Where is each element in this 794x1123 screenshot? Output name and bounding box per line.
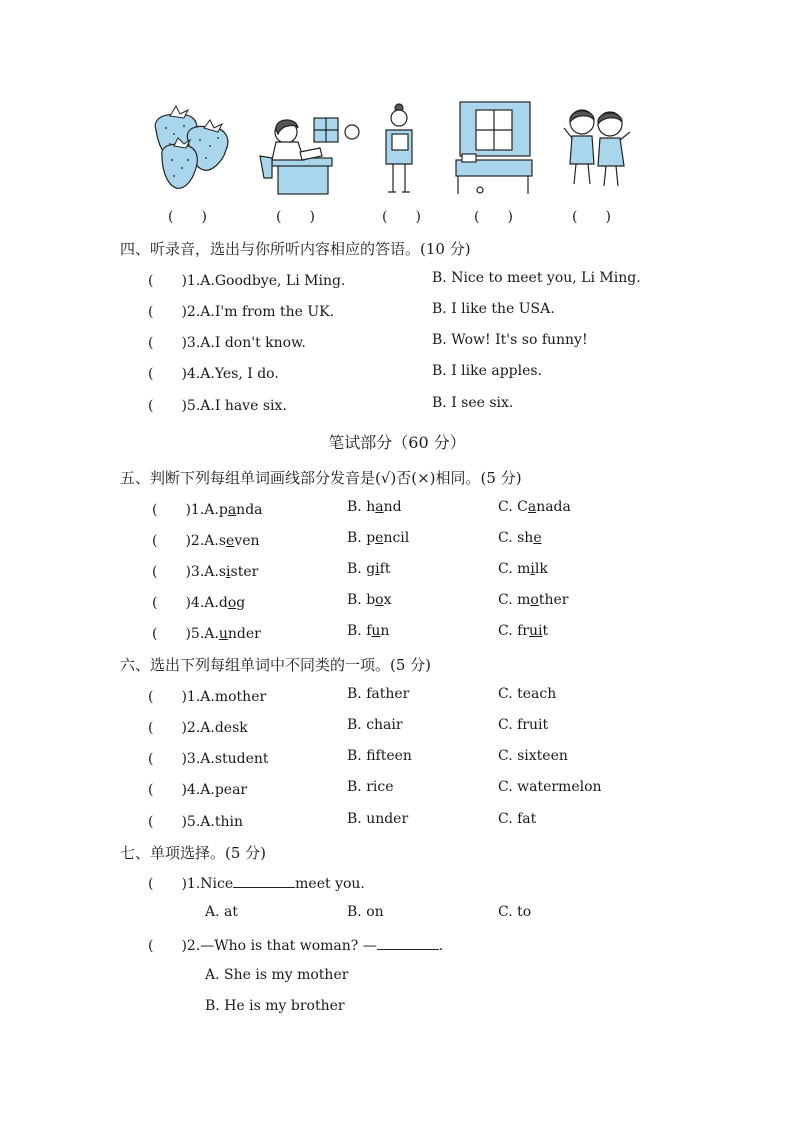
question-text: ( )2.—Who is that woman? — xyxy=(148,938,377,954)
sec6-item-3-a[interactable]: ( )3.A.student xyxy=(148,751,269,767)
picture-2-answer-paren[interactable]: ( ) xyxy=(276,209,315,225)
sec5-item-3-b[interactable] xyxy=(347,561,390,577)
word-part: nd xyxy=(383,499,402,515)
underlined-letters: a xyxy=(375,499,384,515)
word-part: B. g xyxy=(347,561,376,577)
sec5-item-4-a[interactable] xyxy=(152,592,245,612)
sec5-item-5-c[interactable] xyxy=(498,623,548,639)
word-part: B. p xyxy=(347,530,376,546)
word-part: nder xyxy=(227,626,261,642)
sec6-item-4-c[interactable]: C. watermelon xyxy=(498,779,602,795)
underlined-letters: i xyxy=(375,561,380,577)
sec6-item-5-b[interactable]: B. under xyxy=(347,811,409,827)
sec6-item-2-c[interactable]: C. fruit xyxy=(498,717,549,733)
word-part: s xyxy=(218,564,227,580)
sec6-item-5-a[interactable]: ( )5.A.thin xyxy=(148,814,243,830)
word-part: ncil xyxy=(383,530,410,546)
sec6-item-2-b[interactable]: B. chair xyxy=(347,717,403,733)
item-number: ( )3.A. xyxy=(152,564,219,580)
sec4-item-5-a[interactable]: ( )5.A.I have six. xyxy=(148,398,287,414)
word-part: ster xyxy=(230,564,259,580)
sec4-item-2-b[interactable]: B. I like the USA. xyxy=(432,301,555,317)
sec7-q1-option-a[interactable]: A. at xyxy=(205,904,238,920)
sec5-item-1-b[interactable] xyxy=(347,499,402,515)
sec4-item-4-a[interactable]: ( )4.A.Yes, I do. xyxy=(148,366,279,382)
underlined-letters: u xyxy=(218,626,228,642)
sec4-item-3-b[interactable]: B. Wow! It's so funny! xyxy=(432,332,588,348)
item-number: ( )2.A. xyxy=(152,533,219,549)
section-6-title: 六、选出下列每组单词中不同类的一项。(5 分) xyxy=(120,656,432,674)
word-part: nda xyxy=(236,502,263,518)
written-part-title: 笔试部分（60 分） xyxy=(328,433,466,452)
sec6-item-4-a[interactable]: ( )4.A.pear xyxy=(148,782,248,798)
sec6-item-3-b[interactable]: B. fifteen xyxy=(347,748,412,764)
sec5-item-2-a[interactable] xyxy=(152,530,260,550)
sec7-q2-stem xyxy=(148,935,443,955)
sec4-item-4-b[interactable]: B. I like apples. xyxy=(432,363,543,379)
sec4-item-2-a[interactable]: ( )2.A.I'm from the UK. xyxy=(148,304,335,320)
sec6-item-4-b[interactable]: B. rice xyxy=(347,779,394,795)
underlined-letters: e xyxy=(375,530,384,546)
sec4-item-1-b[interactable]: B. Nice to meet you, Li Ming. xyxy=(432,270,641,286)
answer-blank[interactable] xyxy=(233,873,295,888)
word-part: nada xyxy=(536,499,571,515)
word-part: n xyxy=(380,623,390,639)
word-part: ft xyxy=(379,561,391,577)
question-text: ( )1.Nice xyxy=(148,876,234,892)
sec5-item-5-b[interactable] xyxy=(347,623,389,639)
sec5-item-1-a[interactable] xyxy=(152,499,263,519)
underlined-letters: ui xyxy=(529,623,543,639)
sec5-item-4-c[interactable] xyxy=(498,592,568,608)
sec7-q2-option-a[interactable]: A. She is my mother xyxy=(205,967,349,983)
sec7-q1-option-b[interactable]: B. on xyxy=(347,904,384,920)
word-part: B. f xyxy=(347,623,372,639)
sec5-item-2-c[interactable] xyxy=(498,530,542,546)
word-part: C. C xyxy=(498,499,528,515)
sec6-item-3-c[interactable]: C. sixteen xyxy=(498,748,568,764)
woman-teacher-picture xyxy=(378,98,420,198)
word-part: lk xyxy=(534,561,548,577)
sec7-q1-stem xyxy=(148,873,365,893)
picture-3-answer-paren[interactable]: ( ) xyxy=(382,209,421,225)
sec5-item-1-c[interactable] xyxy=(498,499,571,515)
section-4-title: 四、听录音，选出与你所听内容相应的答语。(10 分) xyxy=(120,240,471,258)
sec4-item-5-b[interactable]: B. I see six. xyxy=(432,395,514,411)
answer-blank[interactable] xyxy=(377,935,439,950)
word-part: B. h xyxy=(347,499,376,515)
sec5-item-3-a[interactable] xyxy=(152,561,258,581)
sec5-item-4-b[interactable] xyxy=(347,592,392,608)
bedroom-window-picture xyxy=(452,98,534,198)
underlined-letters: a xyxy=(227,502,237,518)
sec7-q2-option-b[interactable]: B. He is my brother xyxy=(205,998,345,1014)
word-part: C. fr xyxy=(498,623,529,639)
question-text: meet you. xyxy=(295,876,365,892)
word-part: C. m xyxy=(498,592,531,608)
section-7-title: 七、单项选择。(5 分) xyxy=(120,844,267,862)
word-part: C. m xyxy=(498,561,531,577)
underlined-letters: i xyxy=(530,561,535,577)
picture-4-answer-paren[interactable]: ( ) xyxy=(474,209,513,225)
word-part: g xyxy=(236,595,246,611)
word-part: ther xyxy=(538,592,569,608)
word-part: t xyxy=(542,623,549,639)
picture-1-answer-paren[interactable]: ( ) xyxy=(168,209,207,225)
picture-5-answer-paren[interactable]: ( ) xyxy=(572,209,611,225)
sec4-item-1-a[interactable]: ( )1.A.Goodbye, Li Ming. xyxy=(148,273,346,289)
underlined-letters: o xyxy=(375,592,384,608)
sec6-item-2-a[interactable]: ( )2.A.desk xyxy=(148,720,248,736)
word-part: s xyxy=(218,533,227,549)
sec6-item-5-c[interactable]: C. fat xyxy=(498,811,537,827)
sec5-item-3-c[interactable] xyxy=(498,561,548,577)
sec6-item-1-c[interactable]: C. teach xyxy=(498,686,557,702)
sec4-item-3-a[interactable]: ( )3.A.I don't know. xyxy=(148,335,306,351)
item-number: ( )1.A. xyxy=(152,502,219,518)
underlined-letters: e xyxy=(533,530,542,546)
sec5-item-2-b[interactable] xyxy=(347,530,409,546)
sec6-item-1-b[interactable]: B. father xyxy=(347,686,410,702)
underlined-letters: e xyxy=(226,533,235,549)
item-number: ( )4.A. xyxy=(152,595,219,611)
underlined-letters: o xyxy=(530,592,539,608)
underlined-letters: a xyxy=(527,499,537,515)
word-part: d xyxy=(218,595,228,611)
underlined-letters: u xyxy=(371,623,381,639)
underlined-letters: o xyxy=(227,595,237,611)
word-part: x xyxy=(383,592,392,608)
word-part: B. b xyxy=(347,592,376,608)
section-5-title: 五、判断下列每组单词画线部分发音是(√)否(×)相同。(5 分) xyxy=(120,469,522,487)
word-part: p xyxy=(218,502,228,518)
item-number: ( )5.A. xyxy=(152,626,219,642)
word-part: C. sh xyxy=(498,530,534,546)
sec6-item-1-a[interactable]: ( )1.A.mother xyxy=(148,689,267,705)
question-text: . xyxy=(438,938,444,954)
sec7-q1-option-c[interactable]: C. to xyxy=(498,904,532,920)
word-part: ven xyxy=(234,533,260,549)
strawberries-picture xyxy=(148,98,236,198)
underlined-letters: i xyxy=(226,564,231,580)
girl-reading-at-desk-picture xyxy=(256,98,364,198)
sec5-item-5-a[interactable] xyxy=(152,623,261,643)
two-girls-picture xyxy=(562,98,634,198)
